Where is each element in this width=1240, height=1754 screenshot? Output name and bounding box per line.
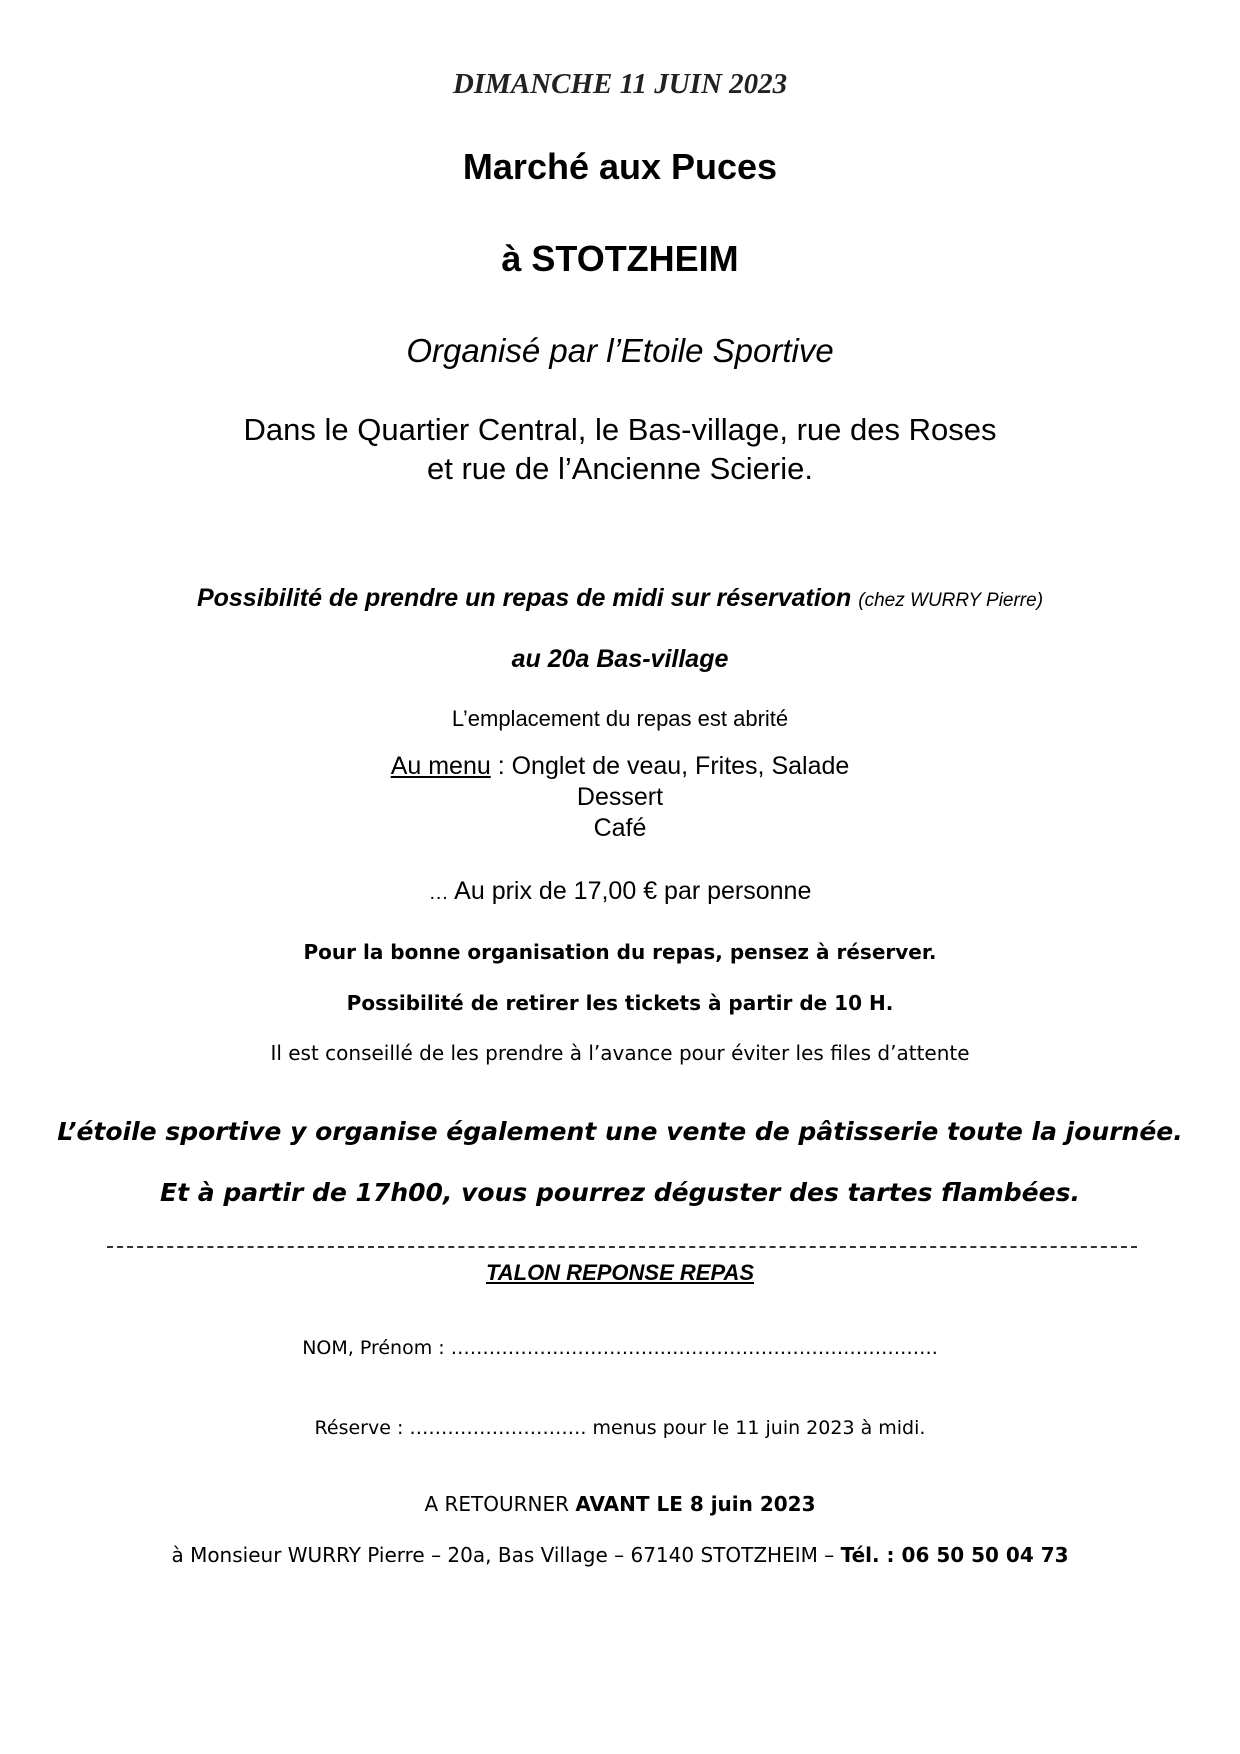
meal-shelter-note: L’emplacement du repas est abrité — [451, 706, 789, 731]
pastry-announcement: L’étoile sportive y organise également une vente de pâtisserie toute la journée. — [57, 1117, 1183, 1146]
meal-headline-note: (chez WURRY Pierre) — [858, 590, 1044, 611]
return-deadline: AVANT LE 8 juin 2023 — [575, 1492, 816, 1516]
meal-headline — [0, 584, 1240, 613]
advance-note: Il est conseillé de les prendre à l’avance pour éviter les files d’attente — [270, 1041, 970, 1065]
tartes-announcement: Et à partir de 17h00, vous pourrez déguster des tartes flambées. — [160, 1178, 1080, 1207]
menu-label: Au menu — [390, 752, 491, 780]
reserve-note: Pour la bonne organisation du repas, pensez à réserver. — [303, 940, 937, 964]
cut-line-divider — [107, 1246, 1137, 1248]
menu-separator: : — [490, 752, 512, 780]
event-date: DIMANCHE 11 JUIN 2023 — [452, 68, 788, 100]
event-organizer: Organisé par l’Etoile Sportive — [406, 332, 834, 369]
talon-name-field: NOM, Prénom : …………………………….……………………………………. — [302, 1337, 938, 1359]
contact-address: à Monsieur WURRY Pierre – 20a, Bas Village – 67140 STOTZHEIM – — [171, 1543, 841, 1567]
talon-contact — [0, 1543, 1240, 1567]
contact-phone: Tél. : 06 50 50 04 73 — [840, 1543, 1069, 1567]
menu-line-1 — [0, 752, 1240, 781]
talon-reserve-field: Réserve : ………………………. menus pour le 11 juin 2023 à midi. — [314, 1417, 926, 1439]
meal-headline-text: Possibilité de prendre un repas de midi sur réservation — [196, 584, 852, 612]
talon-title: TALON REPONSE REPAS — [485, 1260, 755, 1285]
return-prefix: A RETOURNER — [424, 1492, 576, 1516]
event-location-line-1: Dans le Quartier Central, le Bas-village, rue des Roses — [243, 412, 997, 447]
menu-line-2: Dessert — [576, 783, 664, 811]
event-location-line-2: et rue de l’Ancienne Scierie. — [426, 451, 813, 486]
meal-address: au 20a Bas-village — [511, 645, 729, 673]
talon-return-deadline — [0, 1492, 1240, 1516]
event-title: Marché aux Puces — [462, 146, 778, 187]
menu-items-1: Onglet de veau, Frites, Salade — [511, 752, 850, 780]
price-ellipsis: … — [428, 882, 449, 904]
menu-line-3: Café — [593, 814, 647, 842]
meal-price — [0, 877, 1240, 906]
event-place: à STOTZHEIM — [501, 238, 739, 279]
price-text: Au prix de 17,00 € par personne — [448, 877, 812, 905]
tickets-note: Possibilité de retirer les tickets à partir de 10 H. — [346, 991, 894, 1015]
